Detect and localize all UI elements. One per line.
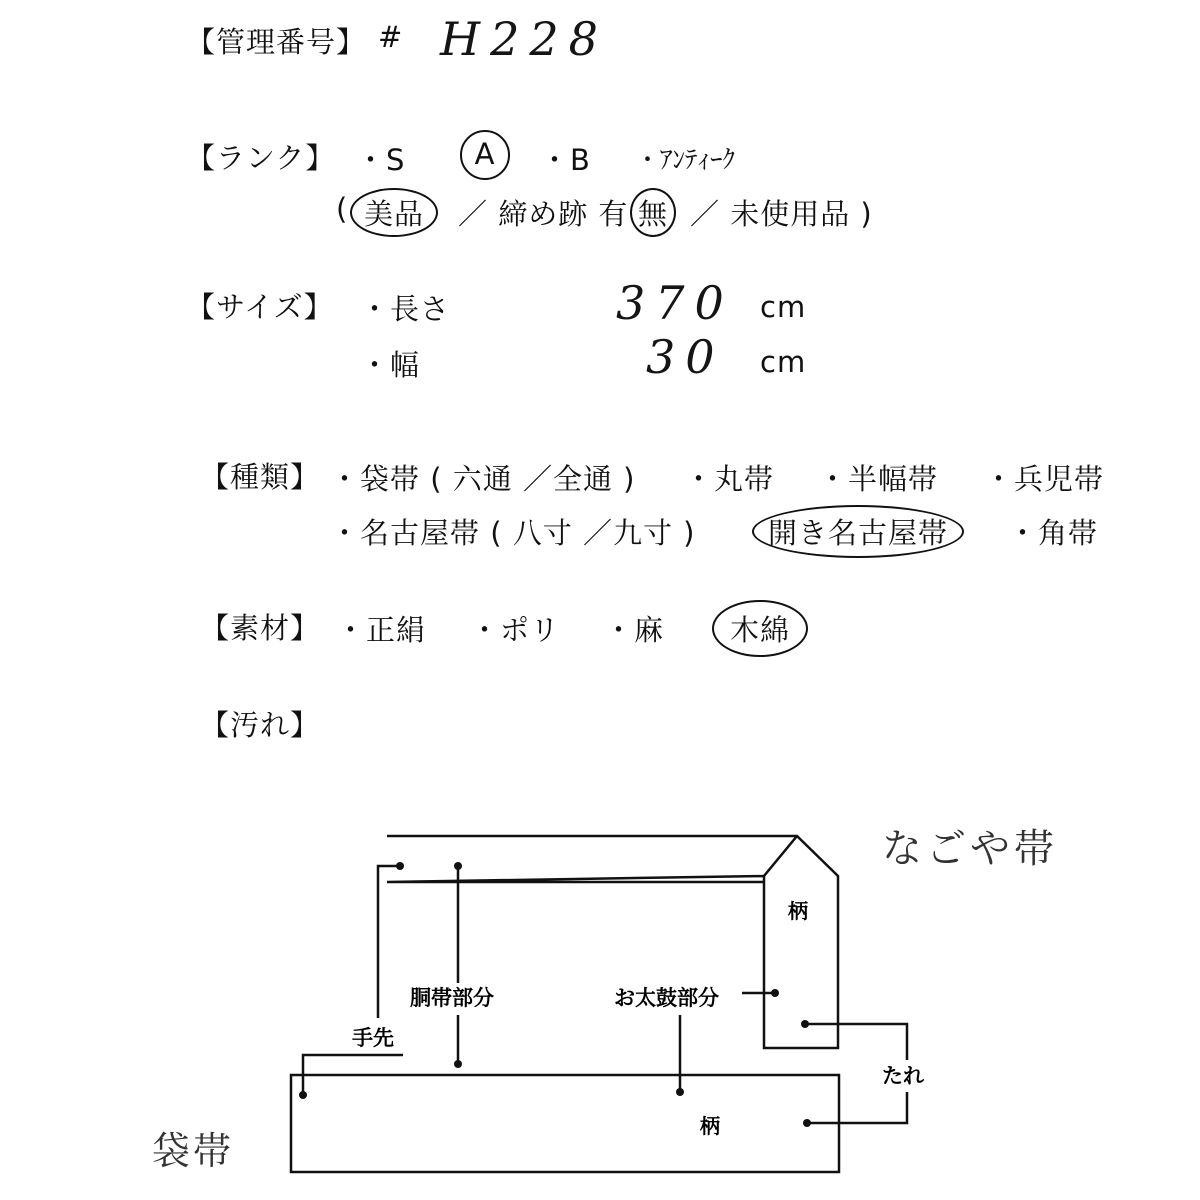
type-kaku: ・角帯	[1008, 516, 1099, 550]
condition-fold-marks: ／ 締め跡 有	[458, 197, 629, 231]
size-width-value: 30	[646, 330, 725, 384]
size-width-unit: cm	[760, 345, 807, 379]
material-silk: ・正絹	[336, 613, 427, 647]
type-nagoya: ・名古屋帯 ( 八寸 ／九寸 )	[330, 516, 696, 550]
tesaki-leader-top	[378, 866, 400, 1018]
rank-option-s: ・S	[356, 143, 406, 177]
condition-mint-circled: 美品	[350, 188, 438, 237]
pattern-top-label: 柄	[788, 899, 808, 923]
fukuro-obi-outline	[291, 1075, 839, 1172]
dobu-label: 胴帯部分	[410, 986, 494, 1010]
type-hiraki-nagoya-circled: 開き名古屋帯	[752, 505, 964, 558]
fukuro-title: 袋帯	[152, 1129, 235, 1173]
condition-open-paren: (	[336, 192, 349, 226]
otaiko-label: お太鼓部分	[614, 986, 719, 1010]
management-hash: #	[378, 20, 404, 54]
type-maru: ・丸帯	[684, 462, 775, 496]
size-length-value: 370	[616, 276, 734, 330]
type-hanhaba: ・半幅帯	[818, 462, 939, 496]
material-label: 【素材】	[200, 611, 321, 645]
tare-label: たれ	[882, 1064, 924, 1088]
tare-leader-top	[805, 1024, 907, 1060]
rank-option-a-circled: A	[460, 130, 510, 180]
tesaki-label: 手先	[352, 1026, 394, 1050]
pattern-bottom-label: 柄	[700, 1114, 720, 1138]
tare-leader-bottom	[807, 1092, 907, 1123]
rank-option-antique: ・ｱﾝﾃｨｰｸ	[635, 145, 736, 174]
type-fukuro: ・袋帯 ( 六通 ／全通 )	[330, 462, 636, 496]
rank-label: 【ランク】	[186, 141, 336, 175]
size-length-label: ・長さ	[360, 292, 451, 326]
condition-none-circled: 無	[630, 188, 676, 237]
management-label: 【管理番号】	[186, 25, 367, 59]
material-linen: ・麻	[604, 613, 665, 647]
type-label: 【種類】	[200, 460, 321, 494]
condition-unused: ／ 未使用品 )	[690, 197, 873, 231]
management-number: H228	[440, 12, 608, 66]
type-heko: ・兵児帯	[984, 462, 1105, 496]
size-width-label: ・幅	[360, 348, 421, 382]
rank-option-b: ・B	[540, 143, 591, 177]
material-cotton-circled: 木綿	[712, 600, 808, 657]
stain-label: 【汚れ】	[200, 708, 321, 742]
nagoya-title: なごや帯	[882, 826, 1058, 872]
size-label: 【サイズ】	[186, 290, 334, 324]
material-poly: ・ポリ	[470, 613, 561, 647]
size-length-unit: cm	[760, 290, 807, 324]
